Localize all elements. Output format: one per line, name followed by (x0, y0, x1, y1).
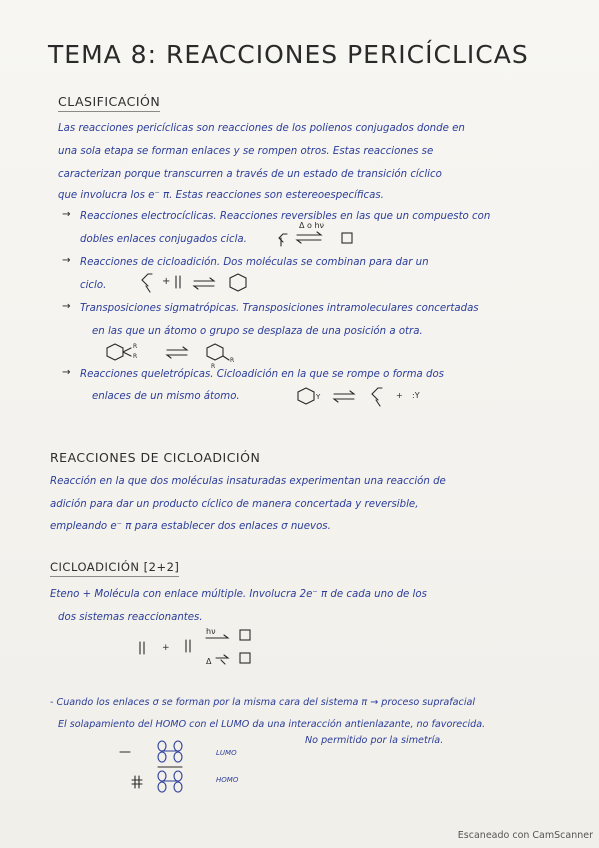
list-arrow: → (62, 209, 71, 220)
cycloaddition-line-2: adición para dar un producto cíclico de manera concertada y reversible, (50, 499, 419, 510)
scheme-label-r: R (133, 343, 138, 350)
scheme-label-r: R (133, 353, 138, 360)
scheme-label-r: R (230, 357, 235, 364)
electrocyclic-scheme (275, 222, 365, 250)
scheme-label-hv: hν (206, 627, 216, 636)
note-suprafacial: - Cuando los enlaces σ se forman por la misma cara del sistema π → proceso suprafacial (50, 697, 476, 708)
note-symmetry: No permitido por la simetría. (305, 735, 444, 746)
sigmatropic-scheme (105, 338, 245, 368)
note-homo-lumo: El solapamiento del HOMO con el LUMO da una interacción antienlazante, no favorecida. (58, 719, 486, 730)
item-cycloaddition-line-1: Reacciones de cicloadición. Dos moléculas se combinan para dar un (80, 257, 429, 268)
item-electrocyclic-line-2: dobles enlaces conjugados cicla. (80, 234, 247, 245)
scheme-plus: + (396, 391, 403, 400)
scheme-label-r: R (211, 363, 216, 370)
intro-line-3: caracterizan porque transcurren a través de un estado de transición cíclico (58, 169, 442, 180)
item-sigmatropic-line-1: Transposiciones sigmatrópicas. Transposiciones intramoleculares concertadas (80, 303, 479, 314)
list-arrow: → (62, 367, 71, 378)
section-heading-cicloadicion: REACCIONES DE CICLOADICIÓN (50, 450, 261, 465)
intro-line-1: Las reacciones pericíclicas son reacciones de los polienos conjugados donde en (58, 123, 465, 134)
cycloaddition-line-3: empleando e⁻ π para establecer dos enlaces σ nuevos. (50, 521, 331, 532)
scheme-plus: + (162, 276, 171, 287)
cycloaddition-line-1: Reacción en la que dos moléculas insaturadas experimentan una reacción de (50, 476, 446, 487)
section-heading-clasificacion: CLASIFICACIÓN (58, 96, 160, 112)
scheme-label-heat-light: Δ o hν (299, 221, 324, 230)
list-arrow: → (62, 255, 71, 266)
section-heading-cyclo22: CICLOADICIÓN [2+2] (50, 562, 179, 577)
item-cheletropic-line-2: enlaces de un mismo átomo. (92, 391, 240, 402)
label-homo: HOMO (216, 776, 239, 784)
intro-line-4: que involucra los e⁻ π. Estas reacciones son estereoespecíficas. (58, 190, 384, 201)
cycloaddition-scheme (138, 270, 268, 296)
camscanner-watermark: Escaneado con CamScanner (457, 829, 593, 841)
item-cycloaddition-line-2: ciclo. (80, 280, 107, 291)
scheme-label-delta: Δ (206, 657, 212, 666)
orbital-diagram (118, 736, 238, 796)
item-sigmatropic-line-2: en las que un átomo o grupo se desplaza de una posición a otra. (92, 326, 423, 337)
item-cheletropic-line-1: Reacciones queletrópicas. Cicloadición en la que se rompe o forma dos (80, 369, 444, 380)
scheme-label-y: Y (316, 393, 321, 401)
item-electrocyclic-line-1: Reacciones electrocíclicas. Reacciones reversibles en las que un compuesto con (80, 211, 491, 222)
cyclo22-scheme (134, 626, 264, 670)
cheletropic-scheme (296, 384, 446, 408)
list-arrow: → (62, 301, 71, 312)
cyclo22-line-2: dos sistemas reaccionantes. (58, 612, 203, 623)
scheme-label-y: :Y (412, 391, 420, 400)
page-title: TEMA 8: REACCIONES PERICÍCLICAS (48, 40, 529, 69)
cyclo22-line-1: Eteno + Molécula con enlace múltiple. Involucra 2e⁻ π de cada uno de los (50, 589, 427, 600)
label-lumo: LUMO (216, 749, 237, 757)
scheme-plus: + (162, 643, 170, 653)
intro-line-2: una sola etapa se forman enlaces y se rompen otros. Estas reacciones se (58, 146, 434, 157)
